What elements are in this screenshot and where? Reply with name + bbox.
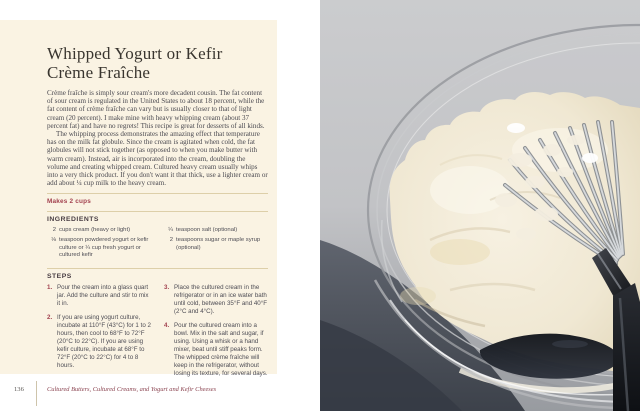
- step-item: [47, 284, 153, 308]
- divider-rule: [47, 268, 268, 269]
- ingredient-item: [164, 227, 270, 234]
- chapter-title: Cultured Butters, Cultured Creams, and Yogurt and Kefir Cheeses: [47, 386, 217, 393]
- step-item: [164, 322, 270, 378]
- steps-column-2: [164, 284, 270, 384]
- recipe-title-line1: Whipped Yogurt or Kefir: [47, 44, 223, 63]
- step-number: 4.: [164, 322, 170, 330]
- intro-paragraph-2: The whipping process demonstrates the amazing effect that temperature has on the milk fat globule. Since the cream is agitated when cold, the fat globules will not stick together (as opposed to when you make butter with warm cream). Instead, air is incorporated into the cream, doubling the volume and creating whipped cream. Cultured heavy cream usually whips into a very thick product. If you don't want it that thick, use a lighter cream or add about ¼ cup milk to the heavy cream.: [47, 130, 268, 188]
- yield-label: Makes 2 cups: [47, 198, 91, 206]
- photo-illustration: [320, 0, 640, 411]
- steps-column-1: [47, 284, 153, 384]
- recipe-panel: [0, 20, 277, 378]
- ingredient-text: teaspoons sugar or maple syrup (optional): [176, 237, 261, 251]
- photo-whipped-cream-bowl: [320, 0, 640, 411]
- ingredients-column-1: [47, 227, 153, 262]
- step-text: Pour the cream into a glass quart jar. Add the culture and stir to mix it in.: [57, 284, 149, 308]
- step-number: 1.: [47, 284, 53, 292]
- divider-rule: [47, 193, 268, 194]
- footer-divider: [36, 381, 37, 406]
- ingredient-item: [47, 237, 153, 259]
- step-text: Pour the cultured cream into a bowl. Mix in the salt and sugar, if using. Using a whisk or a hand mixer, beat until stiff peaks form. The whipped crème fraîche will keep in the refrigerator, without losing its texture, for several days.: [174, 322, 268, 378]
- ingredient-qty: 2: [52, 227, 56, 234]
- recipe-title: [47, 44, 267, 82]
- step-text: If you are using yogurt culture, incubate at 110°F (43°C) for 1 to 2 hours, then cool to 68°F to 72°F (20°C to 22°C). If you are using kefir culture, incubate at 68°F to 72°F (20°C to 22°C) for 4 to 8 hours.: [57, 314, 151, 370]
- ingredient-qty: ⅛: [51, 237, 56, 244]
- ingredient-item: [164, 237, 270, 252]
- ingredient-qty: 2: [169, 237, 173, 244]
- ingredient-text: cups cream (heavy or light): [59, 227, 131, 234]
- ingredient-qty: ¼: [168, 227, 173, 234]
- page-footer: [0, 380, 320, 411]
- step-number: 2.: [47, 314, 53, 322]
- step-text: Place the cultured cream in the refrigerator or in an ice water bath until cold, between 35°F and 40°F (2°C and 4°C).: [174, 284, 268, 316]
- steps-columns: [47, 284, 271, 384]
- ingredients-heading: INGREDIENTS: [47, 216, 99, 224]
- divider-rule: [47, 211, 268, 212]
- ingredient-item: [47, 227, 153, 234]
- recipe-title-line2: Crème Fraîche: [47, 63, 151, 82]
- step-item: [47, 314, 153, 370]
- page-number: 136: [14, 386, 24, 393]
- ingredient-text: teaspoon powdered yogurt or kefir culture or ¼ cup fresh yogurt or cultured kefir: [59, 237, 149, 259]
- steps-heading: STEPS: [47, 273, 72, 281]
- ingredients-column-2: [164, 227, 270, 262]
- ingredients-columns: [47, 227, 271, 262]
- ingredient-text: teaspoon salt (optional): [176, 227, 238, 234]
- step-number: 3.: [164, 284, 170, 292]
- step-item: [164, 284, 270, 316]
- intro-paragraph-1: Crème fraîche is simply sour cream's more decadent cousin. The fat content of sour cream is regulated in the United States to about 18 percent, while the fat content of crème fraîche can vary but is usually closer to that of light cream (20 percent). I make mine with heavy whipping cream (about 37 percent fat) and have no regrets! This recipe is great for desserts of all kinds.: [47, 89, 265, 130]
